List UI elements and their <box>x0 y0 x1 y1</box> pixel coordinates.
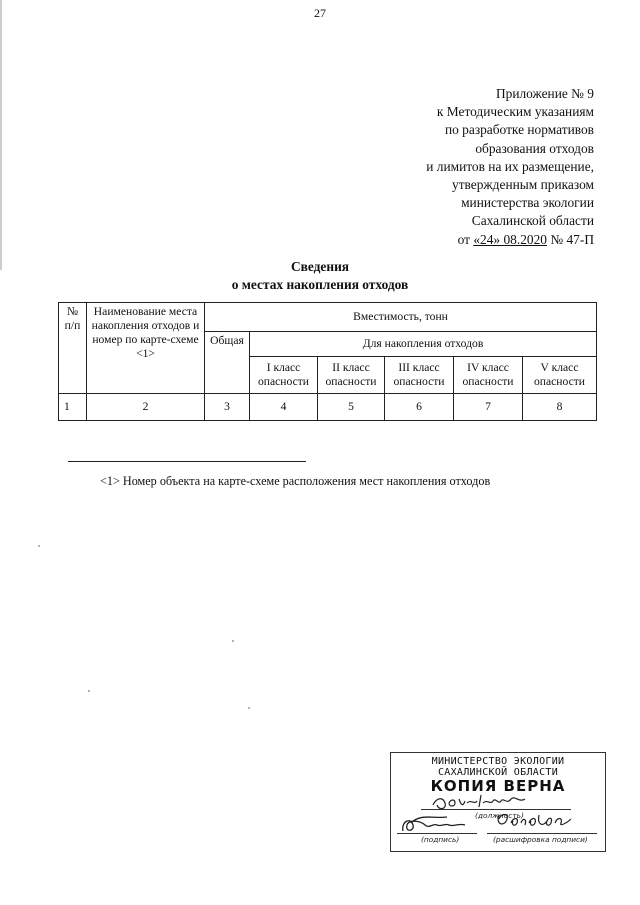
appendix-line-5: и лимитов на их размещение, <box>426 158 594 174</box>
header-total: Общая <box>205 332 250 394</box>
header-class-4: IV класс опасности <box>454 357 523 394</box>
header-place-name: Наименование места накопления отходов и номер по карте-схеме <1> <box>87 303 205 394</box>
header-class-2: II класс опасности <box>318 357 385 394</box>
position-label: (должность) <box>475 811 524 820</box>
appendix-line-6: утвержденным приказом <box>452 177 594 193</box>
appendix-line-3: по разработке нормативов <box>444 122 594 138</box>
order-prefix: от <box>457 231 474 247</box>
appendix-line-4: образования отходов <box>475 140 594 156</box>
handwritten-signature-icon <box>391 753 607 853</box>
column-number-cell: 6 <box>385 394 454 421</box>
appendix-line-1: Приложение № 9 <box>495 86 594 101</box>
title-line-2: о местах накопления отходов <box>231 277 409 292</box>
appendix-line-7: министерства экологии <box>461 195 594 211</box>
column-number-cell: 1 <box>59 394 87 421</box>
header-row-1 <box>59 303 597 332</box>
page-number: 27 <box>314 6 326 20</box>
column-number-cell: 2 <box>87 394 205 421</box>
footnote-divider <box>68 461 306 462</box>
appendix-block <box>426 85 594 249</box>
column-number-cell: 7 <box>454 394 523 421</box>
column-number-cell: 8 <box>523 394 597 421</box>
appendix-line-2: к Методическим указаниям <box>436 104 594 120</box>
column-number-cell: 4 <box>250 394 318 421</box>
scan-speck <box>88 690 90 692</box>
column-number-cell: 5 <box>318 394 385 421</box>
header-capacity: Вместимость, тонн <box>205 303 597 332</box>
appendix-line-8: Сахалинской области <box>471 213 594 229</box>
header-class-5: V класс опасности <box>523 357 597 394</box>
decoding-label: (расшифровка подписи) <box>493 835 588 844</box>
header-class-3: III класс опасности <box>385 357 454 394</box>
column-number-row <box>59 394 597 421</box>
scan-speck <box>38 545 40 547</box>
header-number: № п/п <box>59 303 87 394</box>
title-line-1: Сведения <box>290 259 350 274</box>
header-class-1: I класс опасности <box>250 357 318 394</box>
waste-storage-table <box>58 302 597 421</box>
scan-speck <box>232 640 234 642</box>
footnote: <1> Номер объекта на карте-схеме расположения мест накопления отходов <box>100 474 491 488</box>
order-date: «24» 08.2020 <box>473 231 547 247</box>
certified-copy-stamp <box>390 752 606 852</box>
stamp-certified-copy: КОПИЯ ВЕРНА <box>430 777 566 795</box>
signature-label: (подпись) <box>421 835 460 844</box>
order-number: № 47-П <box>547 231 594 247</box>
scan-speck <box>248 707 250 709</box>
document-title <box>0 258 640 294</box>
column-number-cell: 3 <box>205 394 250 421</box>
appendix-line-9 <box>426 231 594 249</box>
header-for-storage: Для накопления отходов <box>250 332 597 357</box>
scan-edge-shadow <box>0 0 2 270</box>
stamp-region: САХАЛИНСКОЙ ОБЛАСТИ <box>437 767 559 778</box>
stamp-ministry: МИНИСТЕРСТВО ЭКОЛОГИИ <box>431 756 565 767</box>
